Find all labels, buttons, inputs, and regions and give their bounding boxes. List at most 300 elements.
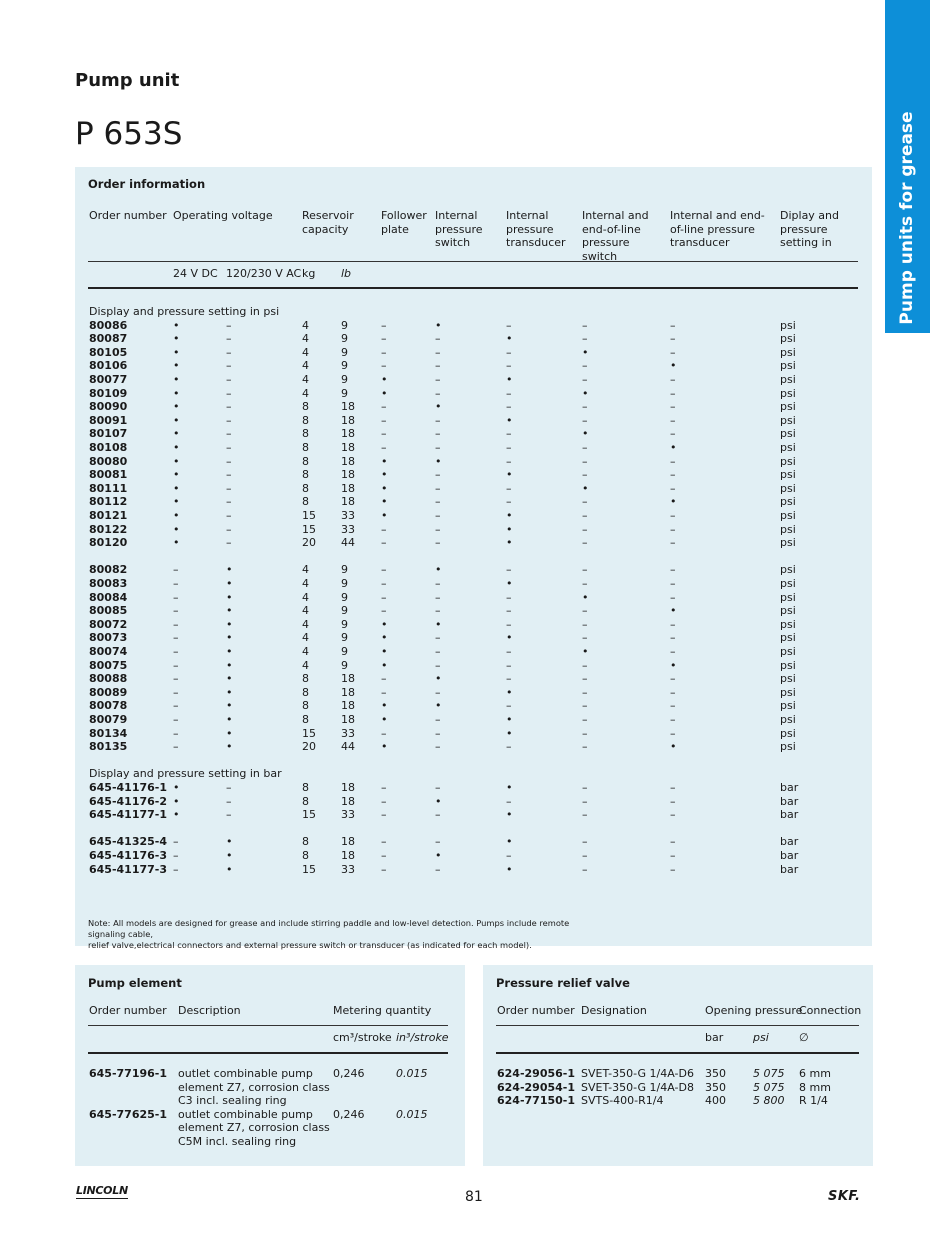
cell-ac: – [226,318,232,332]
cell-eol-switch: – [582,495,588,509]
page-title: P 653S [75,116,183,152]
relief-valve-title: Pressure relief valve [496,976,630,990]
cell-eol-transducer: – [670,345,676,359]
cell-follower: • [381,509,388,522]
cell-lb: 18 [341,835,355,849]
cell-int-transducer: – [506,658,512,672]
cell-int-transducer: – [506,794,512,808]
cell-int-switch: – [435,413,441,427]
cell-int-switch: – [435,536,441,550]
rv-header-opening-pressure: Opening pressure [705,1004,803,1017]
cell-int-switch: – [435,781,441,794]
rv-subheader-rule [496,1052,859,1054]
cell-kg: 4 [302,359,309,373]
cell-eol-transducer: – [670,794,676,808]
cell-eol-transducer: – [670,645,676,658]
order-number: 645-41176-3 [89,849,168,862]
cell-eol-switch: – [582,699,588,713]
cell-unit: psi [780,318,796,332]
cell-24vdc: – [173,604,179,618]
cell-unit: psi [780,332,796,346]
cell-int-switch: – [435,577,441,590]
cell-eol-transducer: • [670,495,677,509]
order-number: 80084 [89,590,128,604]
cell-int-switch: – [435,332,441,346]
cell-follower: • [381,454,388,468]
lincoln-logo: LINCOLN [76,1184,128,1197]
cell-unit: psi [780,685,796,699]
cell-int-switch: – [435,495,441,509]
cell-lb: 18 [341,468,355,482]
cell-unit: psi [780,495,796,509]
cell-kg: 4 [302,563,309,577]
cell-eol-transducer: • [670,604,677,618]
page-number: 81 [465,1189,483,1205]
cell-eol-transducer: – [670,481,676,495]
cell-follower: • [381,386,388,400]
cell-eol-transducer: • [670,441,677,454]
cell-eol-transducer: – [670,849,676,862]
cell-eol-transducer: – [670,808,676,822]
cell-eol-switch: – [582,617,588,631]
cell-ac: – [226,536,232,550]
cell-kg: 8 [302,849,309,862]
cell-eol-switch: – [582,713,588,726]
cell-int-transducer: • [506,835,513,849]
cell-ac: • [226,726,233,740]
cell-int-transducer: • [506,468,513,482]
cell-24vdc: • [173,454,180,468]
order-number: 80121 [89,509,128,522]
cell-eol-switch: – [582,522,588,536]
rv-psi: 5 075 [753,1080,785,1094]
rv-designation: SVTS-400-R1/4 [581,1094,664,1108]
cell-int-switch: – [435,740,441,754]
cell-kg: 4 [302,645,309,658]
cell-lb: 9 [341,590,348,604]
rv-psi: 5 800 [753,1094,785,1108]
side-tab [885,0,930,333]
cell-int-transducer: • [506,332,513,346]
order-info-note [88,918,608,951]
cell-int-transducer: • [506,522,513,536]
cell-eol-transducer: – [670,427,676,441]
cell-kg: 8 [302,481,309,495]
cell-eol-switch: – [582,413,588,427]
cell-24vdc: • [173,427,180,441]
cell-24vdc: • [173,794,180,808]
group-label: Display and pressure setting in bar [89,767,282,781]
order-number: 80081 [89,468,128,482]
rv-designation: SVET-350-G 1/4A-D6 [581,1067,694,1080]
order-number: 80083 [89,577,128,590]
cell-follower: – [381,862,387,876]
cell-24vdc: – [173,617,179,631]
cell-int-switch: • [435,849,442,862]
cell-lb: 18 [341,685,355,699]
cell-lb: 9 [341,645,348,658]
cell-int-transducer: – [506,454,512,468]
cell-lb: 9 [341,345,348,359]
cell-lb: 9 [341,658,348,672]
order-number: 80134 [89,726,128,740]
cell-eol-switch: – [582,509,588,522]
cell-eol-switch: – [582,468,588,482]
pump-element-title: Pump element [88,976,182,990]
cell-ac: – [226,345,232,359]
rv-connection: 8 mm [799,1080,831,1094]
order-number: 80088 [89,672,128,686]
cell-kg: 8 [302,713,309,726]
rv-designation: SVET-350-G 1/4A-D8 [581,1080,694,1094]
cell-eol-switch: – [582,862,588,876]
pe-description-line: C3 incl. sealing ring [178,1094,287,1108]
cell-ac: • [226,577,233,590]
cell-lb: 44 [341,740,355,754]
rv-bar: 350 [705,1080,726,1094]
cell-unit: psi [780,441,796,454]
cell-eol-switch: – [582,536,588,550]
order-number: 80135 [89,740,128,754]
cell-24vdc: – [173,849,179,862]
cell-lb: 18 [341,413,355,427]
cell-24vdc: • [173,781,180,794]
cell-24vdc: – [173,862,179,876]
cell-ac: • [226,631,233,645]
cell-unit: psi [780,672,796,686]
cell-eol-switch: – [582,835,588,849]
cell-24vdc: • [173,441,180,454]
cell-24vdc: • [173,808,180,822]
order-number: 80086 [89,318,128,332]
cell-lb: 9 [341,631,348,645]
order-number: 80077 [89,373,128,386]
pe-header-metering: Metering quantity [333,1004,432,1017]
cell-24vdc: – [173,672,179,686]
cell-unit: psi [780,413,796,427]
cell-int-switch: – [435,713,441,726]
cell-eol-switch: – [582,373,588,386]
cell-unit: bar [780,781,799,794]
col-header-display-setting: Diplay and pressure setting in [780,209,840,250]
cell-follower: • [381,373,388,386]
rv-order-number: 624-29054-1 [497,1080,576,1094]
cell-unit: psi [780,536,796,550]
cell-24vdc: • [173,400,180,414]
order-number: 80078 [89,699,128,713]
cell-eol-switch: • [582,427,589,441]
cell-follower: • [381,740,388,754]
cell-unit: bar [780,794,799,808]
cell-eol-transducer: – [670,509,676,522]
cell-int-transducer: • [506,413,513,427]
cell-int-switch: • [435,672,442,686]
cell-24vdc: – [173,685,179,699]
cell-lb: 33 [341,522,355,536]
cell-ac: – [226,386,232,400]
pe-description-line: outlet combinable pump [178,1067,313,1080]
cell-int-transducer: • [506,781,513,794]
cell-int-switch: • [435,617,442,631]
cell-kg: 4 [302,617,309,631]
cell-lb: 9 [341,373,348,386]
cell-ac: – [226,373,232,386]
order-number: 645-41325-4 [89,835,168,849]
cell-kg: 8 [302,685,309,699]
cell-eol-transducer: – [670,373,676,386]
rv-order-number: 624-29056-1 [497,1067,576,1080]
cell-eol-switch: – [582,454,588,468]
rv-subheader-psi: psi [753,1031,769,1044]
cell-follower: – [381,794,387,808]
cell-int-transducer: – [506,427,512,441]
cell-int-transducer: – [506,563,512,577]
header-rule [88,261,858,262]
cell-lb: 18 [341,454,355,468]
subheader-24vdc: 24 V DC [173,267,218,280]
cell-24vdc: • [173,373,180,386]
cell-lb: 18 [341,699,355,713]
cell-kg: 4 [302,318,309,332]
cell-eol-transducer: • [670,658,677,672]
order-number: 80079 [89,713,128,726]
cell-int-switch: – [435,427,441,441]
cell-ac: • [226,699,233,713]
order-number: 80122 [89,522,128,536]
cell-int-switch: – [435,604,441,618]
cell-lb: 9 [341,563,348,577]
cell-ac: • [226,645,233,658]
cell-eol-transducer: – [670,577,676,590]
cell-ac: – [226,808,232,822]
cell-eol-transducer: – [670,590,676,604]
cell-kg: 8 [302,468,309,482]
order-number: 645-41177-1 [89,808,168,822]
cell-int-transducer: • [506,373,513,386]
cell-int-switch: – [435,509,441,522]
cell-kg: 8 [302,427,309,441]
pe-subheader-in3: in³/stroke [396,1031,449,1044]
cell-eol-transducer: – [670,400,676,414]
cell-lb: 18 [341,713,355,726]
cell-int-transducer: • [506,685,513,699]
cell-unit: psi [780,577,796,590]
cell-follower: – [381,590,387,604]
cell-eol-transducer: – [670,672,676,686]
cell-eol-switch: • [582,481,589,495]
cell-ac: – [226,468,232,482]
pe-description-line: element Z7, corrosion class [178,1080,330,1094]
cell-lb: 33 [341,726,355,740]
cell-unit: psi [780,522,796,536]
cell-24vdc: – [173,590,179,604]
cell-follower: – [381,685,387,699]
cell-eol-transducer: – [670,617,676,631]
cell-24vdc: • [173,495,180,509]
cell-ac: – [226,509,232,522]
order-info-panel [75,167,872,946]
cell-lb: 18 [341,794,355,808]
order-number: 80089 [89,685,128,699]
cell-follower: – [381,781,387,794]
cell-int-switch: – [435,441,441,454]
cell-eol-transducer: – [670,862,676,876]
cell-ac: – [226,794,232,808]
cell-eol-switch: – [582,332,588,346]
rv-subheader-diameter: ∅ [799,1031,809,1044]
cell-kg: 4 [302,590,309,604]
cell-int-transducer: – [506,495,512,509]
cell-follower: – [381,849,387,862]
cell-24vdc: • [173,522,180,536]
cell-24vdc: – [173,563,179,577]
cell-int-transducer: • [506,808,513,822]
cell-eol-switch: – [582,359,588,373]
subheader-lb: lb [341,267,352,280]
cell-follower: – [381,577,387,590]
cell-kg: 4 [302,604,309,618]
cell-follower: • [381,631,388,645]
cell-int-transducer: • [506,631,513,645]
cell-unit: psi [780,699,796,713]
cell-int-transducer: – [506,672,512,686]
cell-24vdc: • [173,413,180,427]
cell-int-switch: – [435,685,441,699]
cell-lb: 33 [341,808,355,822]
cell-24vdc: • [173,359,180,373]
cell-lb: 9 [341,617,348,631]
cell-lb: 33 [341,862,355,876]
cell-lb: 9 [341,318,348,332]
cell-int-switch: – [435,590,441,604]
cell-ac: – [226,454,232,468]
cell-unit: psi [780,740,796,754]
cell-24vdc: • [173,345,180,359]
cell-int-transducer: – [506,345,512,359]
cell-ac: – [226,359,232,373]
cell-ac: – [226,781,232,794]
relief-valve-panel [483,965,873,1166]
cell-kg: 8 [302,400,309,414]
cell-lb: 18 [341,849,355,862]
cell-kg: 20 [302,536,316,550]
cell-unit: psi [780,726,796,740]
cell-int-switch: – [435,468,441,482]
cell-eol-switch: – [582,658,588,672]
cell-eol-transducer: – [670,726,676,740]
cell-int-switch: – [435,631,441,645]
order-number: 80109 [89,386,128,400]
cell-unit: psi [780,468,796,482]
cell-eol-switch: – [582,318,588,332]
cell-kg: 4 [302,658,309,672]
pe-order-number: 645-77196-1 [89,1067,168,1080]
cell-int-switch: – [435,386,441,400]
cell-int-transducer: – [506,604,512,618]
cell-eol-switch: – [582,685,588,699]
cell-ac: – [226,522,232,536]
cell-24vdc: – [173,726,179,740]
rv-order-number: 624-77150-1 [497,1094,576,1108]
cell-lb: 18 [341,441,355,454]
cell-eol-transducer: – [670,835,676,849]
rv-header-rule [496,1025,859,1026]
cell-lb: 18 [341,672,355,686]
order-number: 80080 [89,454,128,468]
cell-kg: 8 [302,699,309,713]
pe-subheader-rule [88,1052,448,1054]
cell-eol-transducer: – [670,699,676,713]
cell-unit: bar [780,862,799,876]
cell-eol-switch: – [582,781,588,794]
cell-kg: 4 [302,631,309,645]
cell-int-switch: – [435,481,441,495]
cell-ac: – [226,481,232,495]
cell-ac: • [226,862,233,876]
cell-kg: 8 [302,413,309,427]
cell-eol-switch: – [582,577,588,590]
cell-unit: bar [780,849,799,862]
cell-follower: • [381,645,388,658]
cell-ac: – [226,495,232,509]
order-number: 80075 [89,658,128,672]
cell-int-switch: • [435,454,442,468]
cell-kg: 4 [302,577,309,590]
cell-int-switch: – [435,373,441,386]
pe-subheader-cm3: cm³/stroke [333,1031,392,1044]
order-number: 80111 [89,481,128,495]
cell-eol-transducer: – [670,536,676,550]
cell-eol-switch: – [582,604,588,618]
col-header-order-number: Order number [89,209,167,222]
order-number: 645-41177-3 [89,862,168,876]
cell-ac: • [226,685,233,699]
cell-kg: 8 [302,835,309,849]
cell-24vdc: – [173,713,179,726]
cell-lb: 9 [341,604,348,618]
cell-eol-transducer: – [670,468,676,482]
cell-follower: – [381,563,387,577]
cell-unit: psi [780,658,796,672]
order-number: 80105 [89,345,128,359]
cell-24vdc: • [173,468,180,482]
cell-unit: psi [780,645,796,658]
cell-24vdc: – [173,645,179,658]
pe-cm3: 0,246 [333,1107,365,1121]
cell-eol-switch: – [582,794,588,808]
order-number: 80085 [89,604,128,618]
order-info-title: Order information [88,177,206,191]
cell-unit: psi [780,590,796,604]
cell-follower: – [381,332,387,346]
cell-int-transducer: – [506,386,512,400]
cell-24vdc: • [173,536,180,550]
cell-24vdc: – [173,577,179,590]
pe-header-order-number: Order number [89,1004,167,1017]
cell-lb: 18 [341,400,355,414]
cell-eol-switch: • [582,645,589,658]
cell-int-switch: • [435,563,442,577]
cell-eol-switch: • [582,590,589,604]
order-number: 80073 [89,631,128,645]
cell-follower: – [381,427,387,441]
cell-follower: – [381,318,387,332]
cell-int-transducer: – [506,849,512,862]
cell-eol-switch: – [582,740,588,754]
cell-unit: psi [780,481,796,495]
cell-follower: • [381,481,388,495]
cell-int-switch: – [435,862,441,876]
